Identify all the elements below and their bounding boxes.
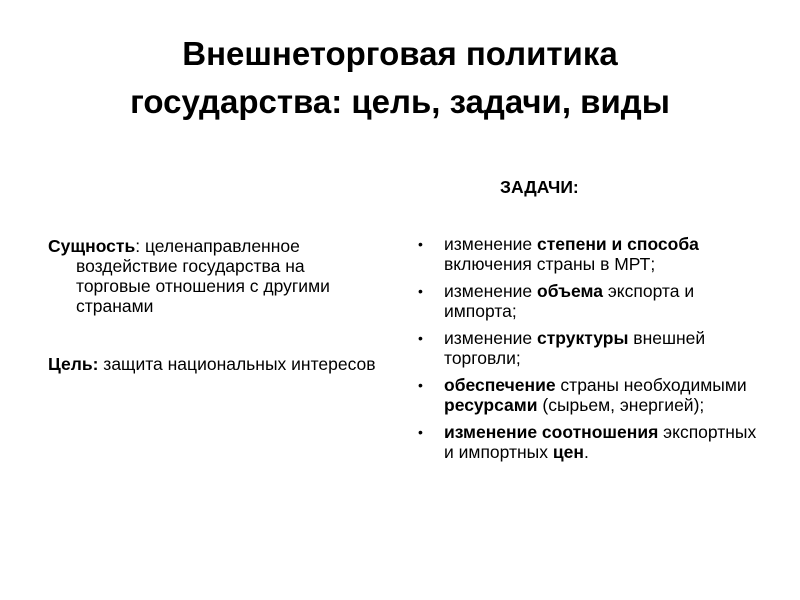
- slide-title-line-2: государства: цель, задачи, виды: [130, 83, 670, 120]
- task-text: изменение: [444, 328, 537, 348]
- tasks-list: [418, 234, 763, 469]
- goal-label: Цель:: [48, 354, 99, 374]
- task-emphasis: структуры: [537, 328, 629, 348]
- bullet-icon: •: [418, 236, 423, 252]
- bullet-icon: •: [418, 330, 423, 346]
- task-text: (сырьем, энергией);: [537, 395, 705, 415]
- essence-text: : целенаправленное воздействие государства на торговые отношения с другими странами: [76, 236, 330, 316]
- slide-title-line-1: Внешнеторговая политика: [182, 35, 618, 72]
- task-text: экспорта и импорта;: [444, 281, 695, 321]
- task-item-3: [418, 328, 763, 368]
- task-item-1: [418, 234, 763, 274]
- task-emphasis: цен: [552, 442, 584, 462]
- task-text: страны необходимыми: [555, 375, 747, 395]
- task-text: изменение: [444, 234, 537, 254]
- task-emphasis: обеспечение: [444, 375, 556, 395]
- task-item-2: [418, 281, 763, 321]
- goal-paragraph: [48, 354, 378, 374]
- bullet-icon: •: [418, 283, 423, 299]
- task-emphasis: ресурсами: [444, 395, 538, 415]
- task-text: экспортных и импортных: [444, 422, 757, 462]
- task-text: внешней торговли;: [444, 328, 706, 368]
- essence-paragraph: [48, 236, 378, 316]
- task-item-4: [418, 375, 763, 415]
- slide-title: [40, 30, 760, 126]
- bullet-icon: •: [418, 377, 423, 393]
- essence-label: Сущность: [48, 236, 136, 256]
- task-text: включения страны в МРТ;: [444, 254, 656, 274]
- task-text: .: [583, 442, 589, 462]
- task-emphasis: объема: [537, 281, 603, 301]
- task-emphasis: степени и способа: [537, 234, 699, 254]
- definition-column: [48, 236, 378, 374]
- tasks-heading: ЗАДАЧИ:: [500, 177, 579, 197]
- task-emphasis: изменение соотношения: [444, 422, 659, 442]
- task-item-5: [418, 422, 763, 462]
- task-text: изменение: [444, 281, 537, 301]
- bullet-icon: •: [418, 424, 423, 440]
- goal-text: защита национальных интересов: [98, 354, 376, 374]
